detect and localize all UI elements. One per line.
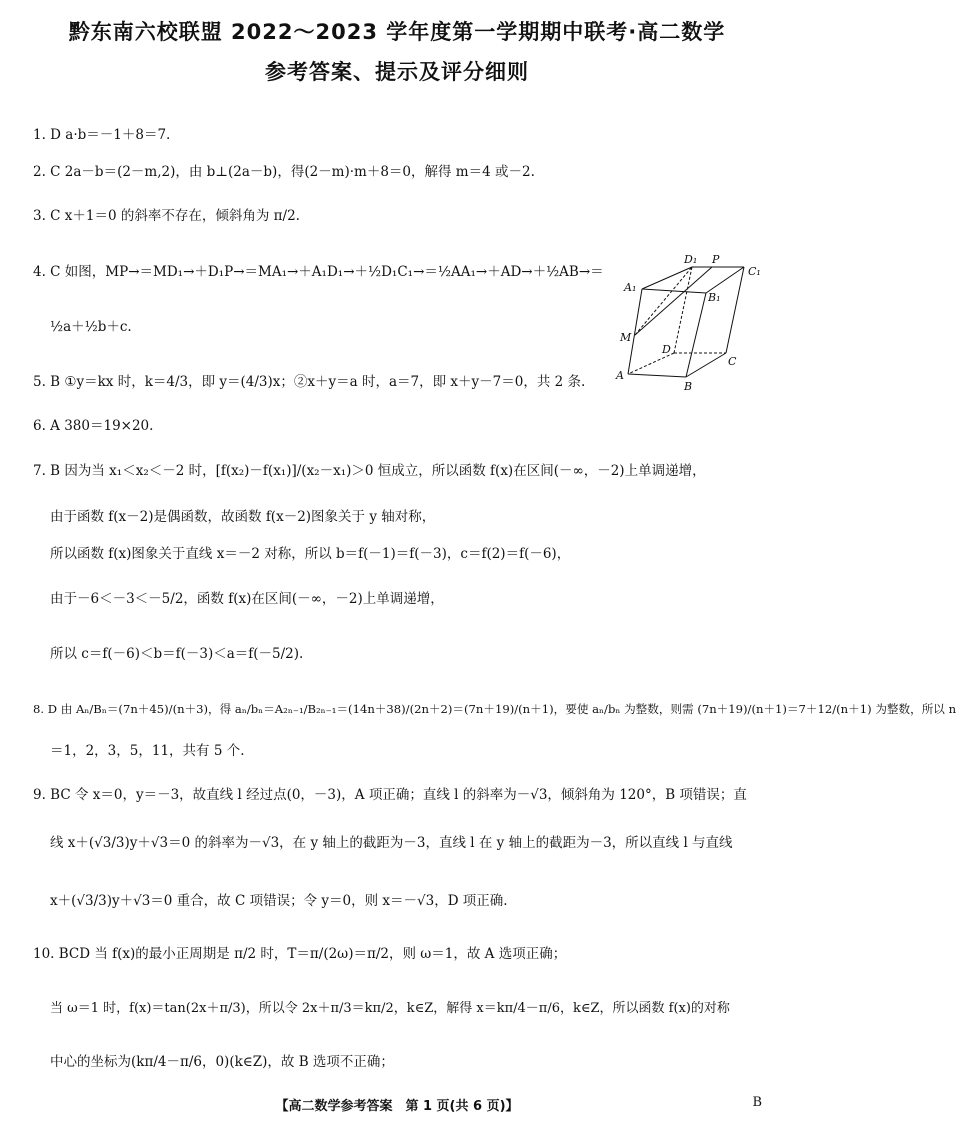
label-P: P [712, 253, 720, 266]
label-B: B [684, 380, 693, 393]
label-A: A [616, 369, 624, 382]
label-M: M [620, 331, 632, 344]
answer-line: 所以 c＝f(－6)＜b＝f(－3)＜a＝f(－5/2). [50, 646, 304, 662]
answer-line: 所以函数 f(x)图象关于直线 x＝－2 对称，所以 b＝f(－1)＝f(－3)，c＝f(2)＝f(－6)， [50, 546, 571, 562]
label-D1: D₁ [684, 253, 698, 266]
label-A1: A₁ [624, 281, 637, 294]
label-C1: C₁ [748, 265, 761, 278]
answer-line: ＝1，2，3，5，11，共有 5 个. [50, 743, 245, 759]
answer-line: 由于函数 f(x－2)是偶函数，故函数 f(x－2)图象关于 y 轴对称， [50, 509, 436, 525]
answer-line: x＋(√3/3)y＋√3＝0 重合，故 C 项错误；令 y＝0，则 x＝－√3，D 项正确. [50, 893, 508, 909]
answer-line: 10. BCD 当 f(x)的最小正周期是 π/2 时，T＝π/(2ω)＝π/2，则 ω＝1，故 A 选项正确； [33, 946, 567, 962]
answer-line: 当 ω＝1 时，f(x)＝tan(2x＋π/3)，所以令 2x＋π/3＝kπ/2，k∈Z，解得 x＝kπ/4－π/6，k∈Z，所以函数 f(x)的对称 [50, 1001, 730, 1016]
page-footer: 【高二数学参考答案 第 1 页(共 6 页)】 [275, 1099, 519, 1114]
answer-line: 9. BC 令 x＝0，y＝－3，故直线 l 经过点(0，－3)，A 项正确；直线 l 的斜率为－√3，倾斜角为 120°，B 项错误；直 [33, 787, 747, 803]
page-subtitle: 参考答案、提示及评分细则 [265, 60, 529, 84]
version-mark: B [752, 1095, 762, 1110]
answer-line: 3. C x＋1＝0 的斜率不存在，倾斜角为 π/2. [33, 208, 300, 224]
answer-line: 7. B 因为当 x₁＜x₂＜－2 时，[f(x₂)－f(x₁)]/(x₂－x₁)＞0 恒成立，所以函数 f(x)在区间(－∞，－2)上单调递增， [33, 463, 706, 479]
answer-line: 6. A 380＝19×20. [33, 418, 154, 434]
page-title: 黔东南六校联盟 2022～2023 学年度第一学期期中联考·高二数学 [68, 20, 726, 44]
label-C: C [728, 355, 737, 368]
answer-line: ½a＋½b＋c. [50, 319, 132, 335]
answer-line: 4. C 如图，MP→＝MD₁→＋D₁P→＝MA₁→＋A₁D₁→＋½D₁C₁→＝½AA₁→＋AD→＋½AB→＝ [33, 264, 604, 280]
answer-line: 2. C 2a－b＝(2－m,2)，由 b⊥(2a－b)，得(2－m)·m＋8＝0，解得 m＝4 或－2. [33, 164, 535, 180]
parallelepiped-figure [614, 253, 774, 393]
answer-line: 1. D a·b＝－1＋8＝7. [33, 127, 171, 143]
label-B1: B₁ [708, 291, 721, 304]
label-D: D [662, 343, 671, 356]
answer-line: 5. B ①y＝kx 时，k＝4/3，即 y＝(4/3)x；②x＋y＝a 时，a＝7，即 x＋y－7＝0，共 2 条. [33, 374, 586, 390]
answer-line: 由于－6＜－3＜－5/2，函数 f(x)在区间(－∞，－2)上单调递增， [50, 591, 444, 607]
answer-line: 线 x＋(√3/3)y＋√3＝0 的斜率为－√3，在 y 轴上的截距为－3，直线 l 在 y 轴上的截距为－3，所以直线 l 与直线 [50, 835, 733, 851]
answer-line: 中心的坐标为(kπ/4－π/6，0)(k∈Z)，故 B 选项不正确； [50, 1054, 394, 1070]
answer-line: 8. D 由 Aₙ/Bₙ＝(7n＋45)/(n＋3)，得 aₙ/bₙ＝A₂ₙ₋₁/B₂ₙ₋₁＝(14n＋38)/(2n＋2)＝(7n＋19)/(n＋1)，要使 aₙ/bₙ 为整数，则需 (7n＋19)/(n＋1)＝7＋12/(n＋1) 为整数，所以 n [33, 702, 956, 716]
